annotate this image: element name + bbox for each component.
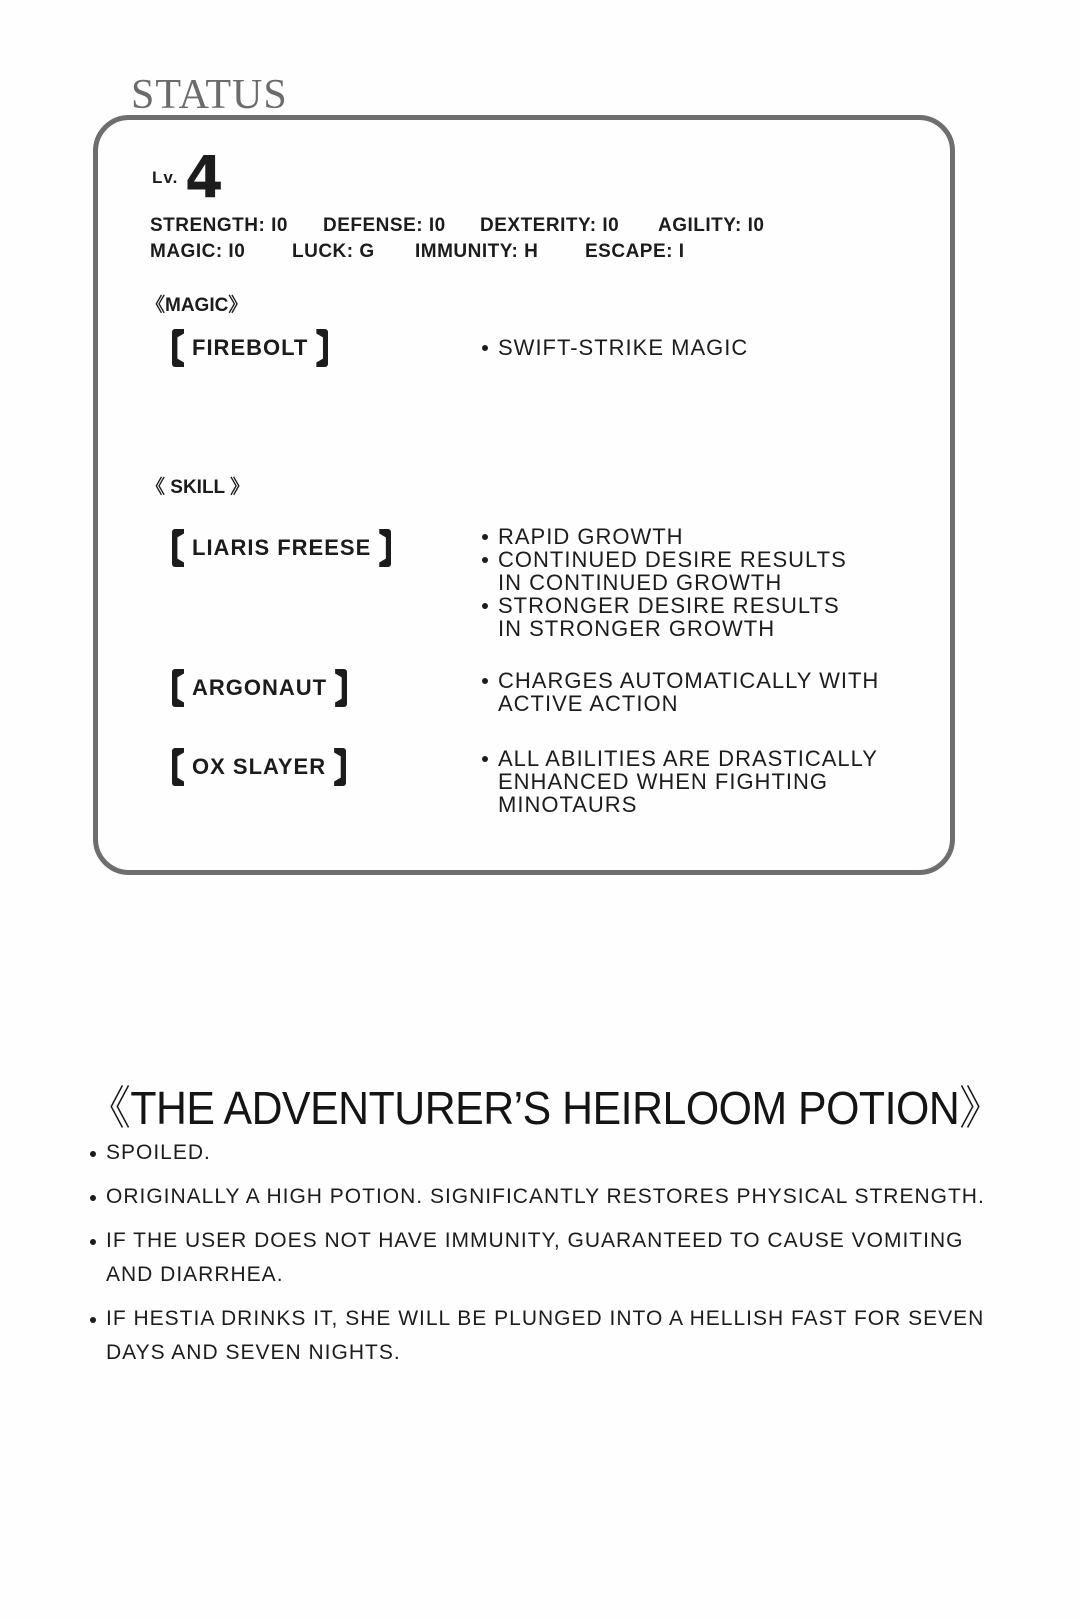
left-bracket-icon bbox=[172, 529, 184, 567]
right-bracket-icon bbox=[334, 748, 346, 786]
stat-defense: DEFENSE: I0 bbox=[323, 215, 446, 236]
skill-entry-liaris-freese bbox=[172, 529, 391, 567]
desc-line: STRONGER DESIRE RESULTS bbox=[480, 594, 847, 617]
left-bracket-icon bbox=[172, 748, 184, 786]
right-bracket-icon bbox=[335, 669, 347, 707]
desc-line: ACTIVE ACTION bbox=[498, 691, 679, 716]
level-display bbox=[152, 143, 225, 211]
desc-line: ALL ABILITIES ARE DRASTICALLY bbox=[480, 747, 878, 770]
magic-entry-firebolt-desc bbox=[480, 336, 748, 359]
potion-item: ORIGINALLY A HIGH POTION. SIGNIFICANTLY RESTORES PHYSICAL STRENGTH. bbox=[90, 1180, 990, 1214]
stat-escape: ESCAPE: I bbox=[585, 241, 685, 262]
desc-line: MINOTAURS bbox=[498, 792, 638, 817]
stat-magic: MAGIC: I0 bbox=[150, 241, 246, 262]
stat-strength: STRENGTH: I0 bbox=[150, 215, 288, 236]
stat-agility: AGILITY: I0 bbox=[658, 215, 765, 236]
entry-name-label: ARGONAUT bbox=[192, 675, 328, 700]
desc-line: CHARGES AUTOMATICALLY WITH bbox=[480, 669, 879, 692]
potion-title: 《THE ADVENTURER’S HEIRLOOM POTION》 bbox=[88, 1082, 1002, 1134]
desc-line: ENHANCED WHEN FIGHTING bbox=[498, 769, 828, 794]
stat-luck: LUCK: G bbox=[292, 241, 375, 262]
stat-dexterity: DEXTERITY: I0 bbox=[480, 215, 620, 236]
status-title: STATUS bbox=[131, 72, 288, 118]
level-value: 4 bbox=[185, 143, 224, 211]
desc-line: IN STRONGER GROWTH bbox=[498, 616, 776, 641]
desc-line: SWIFT-STRIKE MAGIC bbox=[480, 336, 748, 359]
entry-name-label: LIARIS FREESE bbox=[192, 535, 372, 560]
skill-entry-argonaut bbox=[172, 669, 347, 707]
entry-name-label: OX SLAYER bbox=[192, 754, 327, 779]
skill-entry-ox-slayer-desc bbox=[480, 747, 878, 816]
skill-heading: 《 SKILL 》 bbox=[146, 477, 250, 498]
potion-item: IF HESTIA DRINKS IT, SHE WILL BE PLUNGED INTO A HELLISH FAST FOR SEVEN DAYS AND SEVEN NIGHTS. bbox=[90, 1302, 990, 1370]
potion-description-list bbox=[90, 1136, 990, 1380]
desc-line: RAPID GROWTH bbox=[480, 525, 847, 548]
level-label: Lv. bbox=[152, 168, 179, 187]
desc-line: IN CONTINUED GROWTH bbox=[498, 570, 783, 595]
right-bracket-icon bbox=[379, 529, 391, 567]
entry-name-label: FIREBOLT bbox=[192, 335, 309, 360]
magic-heading: 《MAGIC》 bbox=[146, 295, 248, 316]
stat-immunity: IMMUNITY: H bbox=[415, 241, 539, 262]
skill-entry-ox-slayer bbox=[172, 748, 346, 786]
skill-entry-argonaut-desc bbox=[480, 669, 879, 715]
skill-entry-liaris-freese-desc bbox=[480, 525, 847, 640]
magic-entry-firebolt bbox=[172, 329, 328, 367]
desc-line: CONTINUED DESIRE RESULTS bbox=[480, 548, 847, 571]
left-bracket-icon bbox=[172, 669, 184, 707]
right-bracket-icon bbox=[316, 329, 328, 367]
potion-item: SPOILED. bbox=[90, 1136, 990, 1170]
potion-item: IF THE USER DOES NOT HAVE IMMUNITY, GUARANTEED TO CAUSE VOMITING AND DIARRHEA. bbox=[90, 1224, 990, 1292]
left-bracket-icon bbox=[172, 329, 184, 367]
